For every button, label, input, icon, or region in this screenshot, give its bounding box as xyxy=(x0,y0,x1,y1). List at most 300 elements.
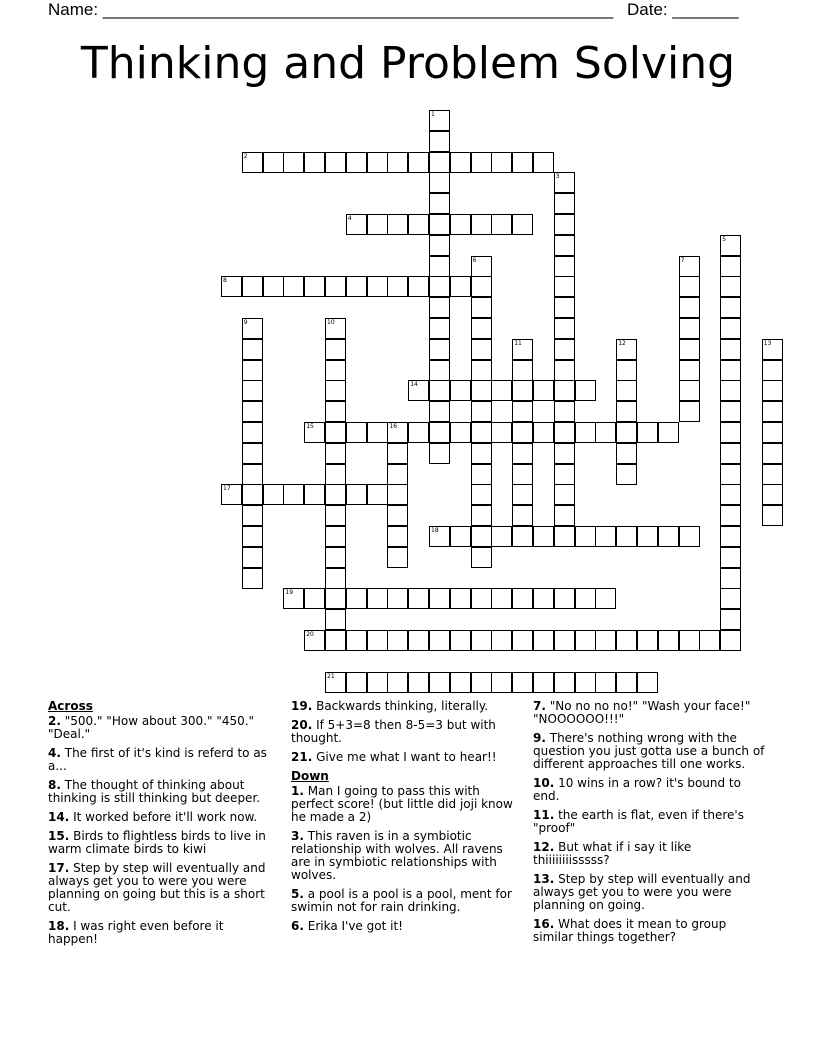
grid-cell[interactable] xyxy=(304,484,325,505)
clue-number: 15. xyxy=(48,829,70,843)
grid-cell[interactable] xyxy=(450,152,471,173)
grid-cell[interactable] xyxy=(720,568,741,589)
grid-cell[interactable] xyxy=(512,401,533,422)
grid-cell[interactable] xyxy=(679,339,700,360)
grid-cell[interactable] xyxy=(595,526,616,547)
grid-cell[interactable] xyxy=(762,401,783,422)
grid-cell[interactable] xyxy=(387,547,408,568)
grid-cell[interactable] xyxy=(429,401,450,422)
grid-cell[interactable] xyxy=(720,526,741,547)
grid-cell[interactable] xyxy=(720,547,741,568)
grid-cell[interactable] xyxy=(533,630,554,651)
clue-number: 13. xyxy=(533,872,555,886)
grid-cell[interactable] xyxy=(554,588,575,609)
clue xyxy=(533,700,768,726)
grid-cell[interactable] xyxy=(554,276,575,297)
grid-cell[interactable] xyxy=(679,380,700,401)
grid-cell[interactable] xyxy=(471,672,492,693)
grid-cell[interactable] xyxy=(491,152,512,173)
grid-cell[interactable] xyxy=(242,339,263,360)
grid-cell[interactable] xyxy=(367,630,388,651)
grid-cell[interactable] xyxy=(471,401,492,422)
grid-cell[interactable] xyxy=(554,380,575,401)
grid-cell[interactable] xyxy=(367,422,388,443)
grid-cell[interactable] xyxy=(679,276,700,297)
grid-cell[interactable] xyxy=(616,526,637,547)
clue-number: 17. xyxy=(48,861,70,875)
grid-cell[interactable] xyxy=(367,672,388,693)
grid-cell[interactable] xyxy=(595,588,616,609)
grid-cell[interactable] xyxy=(471,297,492,318)
grid-cell[interactable] xyxy=(512,422,533,443)
clue xyxy=(533,873,768,912)
grid-cell[interactable] xyxy=(554,256,575,277)
grid-cell[interactable] xyxy=(367,214,388,235)
grid-cell[interactable] xyxy=(616,672,637,693)
cell-number: 2 xyxy=(243,152,248,160)
grid-cell[interactable] xyxy=(533,672,554,693)
clues-column-3 xyxy=(533,700,768,950)
grid-cell[interactable] xyxy=(242,443,263,464)
grid-cell[interactable] xyxy=(283,152,304,173)
grid-cell[interactable] xyxy=(554,422,575,443)
grid-cell[interactable] xyxy=(325,464,346,485)
cell-number: 3 xyxy=(555,173,560,181)
clue-text: the earth is flat, even if there's "proof" xyxy=(533,808,744,835)
grid-cell[interactable] xyxy=(679,318,700,339)
cell-number: 5 xyxy=(722,235,727,243)
grid-cell[interactable] xyxy=(533,152,554,173)
grid-cell[interactable] xyxy=(554,443,575,464)
name-field: Name: ______________________________________________________ xyxy=(48,0,614,19)
grid-cell[interactable] xyxy=(471,526,492,547)
grid-cell[interactable] xyxy=(367,588,388,609)
grid-cell[interactable] xyxy=(429,276,450,297)
clue xyxy=(48,811,276,824)
grid-cell[interactable] xyxy=(242,464,263,485)
clue-number: 4. xyxy=(48,746,61,760)
grid-cell[interactable] xyxy=(491,588,512,609)
grid-cell[interactable] xyxy=(554,526,575,547)
grid-cell[interactable] xyxy=(387,630,408,651)
grid-cell[interactable] xyxy=(762,464,783,485)
grid-cell[interactable] xyxy=(325,609,346,630)
grid-cell[interactable] xyxy=(346,630,367,651)
grid-cell[interactable] xyxy=(679,360,700,381)
across-heading: Across xyxy=(48,699,93,713)
clue xyxy=(533,732,768,771)
clue-number: 20. xyxy=(291,718,313,732)
cell-number: 6 xyxy=(472,256,477,264)
grid-cell[interactable] xyxy=(762,505,783,526)
grid-cell[interactable] xyxy=(283,276,304,297)
clue-text: But what if i say it like thiiiiiiiisssss? xyxy=(533,840,692,867)
grid-cell[interactable] xyxy=(242,422,263,443)
grid-cell[interactable] xyxy=(387,672,408,693)
grid-cell[interactable] xyxy=(616,380,637,401)
grid-cell[interactable] xyxy=(595,672,616,693)
clue-number: 10. xyxy=(533,776,555,790)
grid-cell[interactable] xyxy=(242,568,263,589)
grid-cell[interactable] xyxy=(242,360,263,381)
grid-cell[interactable] xyxy=(720,609,741,630)
grid-cell[interactable] xyxy=(346,484,367,505)
cell-number: 13 xyxy=(763,339,772,347)
grid-cell[interactable] xyxy=(575,588,596,609)
cell-number: 19 xyxy=(285,589,294,597)
grid-cell[interactable] xyxy=(325,630,346,651)
clue-number: 12. xyxy=(533,840,555,854)
grid-cell[interactable] xyxy=(325,276,346,297)
clue-text: Give me what I want to hear!! xyxy=(312,750,497,764)
clue-text: Birds to flightless birds to live in warm climate birds to kiwi xyxy=(48,829,266,856)
grid-cell[interactable] xyxy=(471,588,492,609)
clue-number: 1. xyxy=(291,784,304,798)
grid-cell[interactable] xyxy=(512,464,533,485)
grid-cell[interactable] xyxy=(720,484,741,505)
grid-cell[interactable] xyxy=(429,193,450,214)
clue-number: 6. xyxy=(291,919,304,933)
grid-cell[interactable] xyxy=(450,276,471,297)
grid-cell[interactable] xyxy=(450,422,471,443)
grid-cell[interactable] xyxy=(471,630,492,651)
grid-cell[interactable] xyxy=(283,484,304,505)
grid-cell[interactable] xyxy=(325,422,346,443)
grid-cell[interactable] xyxy=(450,588,471,609)
grid-cell[interactable] xyxy=(325,401,346,422)
grid-cell[interactable] xyxy=(325,484,346,505)
grid-cell[interactable] xyxy=(512,380,533,401)
grid-cell[interactable] xyxy=(346,422,367,443)
grid-cell[interactable] xyxy=(242,380,263,401)
grid-cell[interactable] xyxy=(658,526,679,547)
grid-cell[interactable] xyxy=(325,526,346,547)
grid-cell[interactable] xyxy=(491,672,512,693)
grid-cell[interactable] xyxy=(429,380,450,401)
grid-cell[interactable] xyxy=(616,464,637,485)
grid-cell[interactable] xyxy=(263,276,284,297)
grid-cell[interactable] xyxy=(325,505,346,526)
grid-cell[interactable] xyxy=(533,422,554,443)
grid-cell[interactable] xyxy=(512,360,533,381)
grid-cell[interactable] xyxy=(471,152,492,173)
grid-cell[interactable] xyxy=(429,672,450,693)
grid-cell[interactable] xyxy=(720,401,741,422)
grid-cell[interactable] xyxy=(512,152,533,173)
grid-cell[interactable] xyxy=(242,484,263,505)
grid-cell[interactable] xyxy=(471,422,492,443)
grid-cell[interactable] xyxy=(471,339,492,360)
grid-cell[interactable] xyxy=(471,360,492,381)
cell-number: 1 xyxy=(431,111,435,118)
grid-cell[interactable] xyxy=(429,256,450,277)
grid-cell[interactable] xyxy=(450,380,471,401)
grid-cell[interactable] xyxy=(512,214,533,235)
grid-cell[interactable] xyxy=(471,443,492,464)
grid-cell[interactable] xyxy=(450,526,471,547)
grid-cell[interactable] xyxy=(720,505,741,526)
clue-text: Step by step will eventually and always get you to were you were planning on going but this is a short cut. xyxy=(48,861,266,914)
grid-cell[interactable] xyxy=(429,422,450,443)
grid-cell[interactable] xyxy=(554,464,575,485)
clue-number: 19. xyxy=(291,699,313,713)
grid-cell[interactable] xyxy=(408,422,429,443)
grid-cell[interactable] xyxy=(387,443,408,464)
grid-cell[interactable] xyxy=(242,547,263,568)
grid-cell[interactable] xyxy=(471,380,492,401)
grid-cell[interactable] xyxy=(387,484,408,505)
grid-cell[interactable] xyxy=(554,672,575,693)
grid-cell[interactable] xyxy=(408,672,429,693)
clue-number: 18. xyxy=(48,919,70,933)
grid-cell[interactable] xyxy=(720,339,741,360)
grid-cell[interactable] xyxy=(429,360,450,381)
grid-cell[interactable] xyxy=(471,214,492,235)
cell-number: 9 xyxy=(243,319,248,326)
grid-cell[interactable] xyxy=(325,360,346,381)
grid-cell[interactable] xyxy=(491,422,512,443)
grid-cell[interactable] xyxy=(762,484,783,505)
grid-cell[interactable] xyxy=(471,547,492,568)
clue xyxy=(48,747,276,773)
grid-cell[interactable] xyxy=(533,588,554,609)
grid-cell[interactable] xyxy=(325,443,346,464)
clue-number: 21. xyxy=(291,750,313,764)
grid-cell[interactable] xyxy=(325,380,346,401)
grid-cell[interactable] xyxy=(762,443,783,464)
grid-cell[interactable] xyxy=(387,505,408,526)
grid-cell[interactable] xyxy=(720,588,741,609)
grid-cell[interactable] xyxy=(720,318,741,339)
clue xyxy=(291,888,523,914)
clue-text: What does it mean to group similar things together? xyxy=(533,917,727,944)
grid-cell[interactable] xyxy=(679,297,700,318)
grid-cell[interactable] xyxy=(512,588,533,609)
grid-cell[interactable] xyxy=(242,505,263,526)
grid-cell[interactable] xyxy=(554,297,575,318)
grid-cell[interactable] xyxy=(429,339,450,360)
grid-cell[interactable] xyxy=(346,276,367,297)
grid-cell[interactable] xyxy=(554,214,575,235)
grid-cell[interactable] xyxy=(575,380,596,401)
grid-cell[interactable] xyxy=(720,256,741,277)
grid-cell[interactable] xyxy=(325,588,346,609)
grid-cell[interactable] xyxy=(720,276,741,297)
grid-cell[interactable] xyxy=(471,276,492,297)
grid-cell[interactable] xyxy=(387,214,408,235)
clue-text: If 5+3=8 then 8-5=3 but with thought. xyxy=(291,718,496,745)
grid-cell[interactable] xyxy=(325,339,346,360)
grid-cell[interactable] xyxy=(637,630,658,651)
grid-cell[interactable] xyxy=(471,505,492,526)
grid-cell[interactable] xyxy=(637,672,658,693)
grid-cell[interactable] xyxy=(575,422,596,443)
clue-text: Erika I've got it! xyxy=(303,919,403,933)
grid-cell[interactable] xyxy=(679,526,700,547)
grid-cell[interactable] xyxy=(325,568,346,589)
grid-cell[interactable] xyxy=(595,630,616,651)
cell-number: 10 xyxy=(327,319,335,326)
clue-number: 9. xyxy=(533,731,546,745)
grid-cell[interactable] xyxy=(616,630,637,651)
cell-number: 21 xyxy=(327,672,335,680)
grid-cell[interactable] xyxy=(491,526,512,547)
clue-number: 11. xyxy=(533,808,555,822)
grid-cell[interactable] xyxy=(679,630,700,651)
grid-cell[interactable] xyxy=(637,422,658,443)
grid-cell[interactable] xyxy=(554,484,575,505)
down-heading: Down xyxy=(291,769,329,783)
cell-number: 17 xyxy=(223,485,231,493)
grid-cell[interactable] xyxy=(408,630,429,651)
grid-cell[interactable] xyxy=(325,152,346,173)
grid-cell[interactable] xyxy=(408,214,429,235)
grid-cell[interactable] xyxy=(408,152,429,173)
grid-cell[interactable] xyxy=(367,276,388,297)
grid-cell[interactable] xyxy=(429,588,450,609)
grid-cell[interactable] xyxy=(450,630,471,651)
cell-number: 4 xyxy=(347,215,352,222)
clue-text: Step by step will eventually and always get you to were you were planning on going. xyxy=(533,872,751,912)
grid-cell[interactable] xyxy=(554,505,575,526)
cell-number: 16 xyxy=(389,423,398,430)
grid-cell[interactable] xyxy=(304,276,325,297)
grid-cell[interactable] xyxy=(263,484,284,505)
clue xyxy=(291,830,523,882)
grid-cell[interactable] xyxy=(512,443,533,464)
grid-cell[interactable] xyxy=(429,630,450,651)
grid-cell[interactable] xyxy=(429,318,450,339)
grid-cell[interactable] xyxy=(429,297,450,318)
grid-cell[interactable] xyxy=(512,526,533,547)
clue-text: 10 wins in a row? it's bound to end. xyxy=(533,776,741,803)
grid-cell[interactable] xyxy=(242,401,263,422)
clue-text: "No no no no!" "Wash your face!" "NOOOOOO!!!" xyxy=(533,699,751,726)
grid-cell[interactable] xyxy=(575,672,596,693)
grid-cell[interactable] xyxy=(304,588,325,609)
grid-cell[interactable] xyxy=(263,152,284,173)
grid-cell[interactable] xyxy=(346,588,367,609)
grid-cell[interactable] xyxy=(429,152,450,173)
grid-cell[interactable] xyxy=(720,464,741,485)
grid-cell[interactable] xyxy=(325,547,346,568)
grid-cell[interactable] xyxy=(554,630,575,651)
grid-cell[interactable] xyxy=(658,630,679,651)
grid-cell[interactable] xyxy=(533,526,554,547)
grid-cell[interactable] xyxy=(471,484,492,505)
clue-text: "500." "How about 300." "450." "Deal." xyxy=(48,714,255,741)
grid-cell[interactable] xyxy=(575,526,596,547)
grid-cell[interactable] xyxy=(720,380,741,401)
grid-cell[interactable] xyxy=(450,672,471,693)
grid-cell[interactable] xyxy=(450,214,471,235)
grid-cell[interactable] xyxy=(387,464,408,485)
grid-cell[interactable] xyxy=(554,401,575,422)
grid-cell[interactable] xyxy=(616,422,637,443)
grid-cell[interactable] xyxy=(512,630,533,651)
grid-cell[interactable] xyxy=(491,214,512,235)
grid-cell[interactable] xyxy=(491,380,512,401)
grid-cell[interactable] xyxy=(429,131,450,152)
cell-number: 12 xyxy=(618,339,626,347)
grid-cell[interactable] xyxy=(512,505,533,526)
clue xyxy=(291,700,523,713)
grid-cell[interactable] xyxy=(762,380,783,401)
clue-text: The first of it's kind is referd to as a... xyxy=(48,746,267,773)
grid-cell[interactable] xyxy=(346,152,367,173)
grid-cell[interactable] xyxy=(533,380,554,401)
grid-cell[interactable] xyxy=(408,588,429,609)
grid-cell[interactable] xyxy=(387,152,408,173)
clues-column-1 xyxy=(48,700,276,952)
clue-number: 14. xyxy=(48,810,70,824)
grid-cell[interactable] xyxy=(720,422,741,443)
grid-cell[interactable] xyxy=(429,214,450,235)
grid-cell[interactable] xyxy=(512,484,533,505)
clue-text: It worked before it'll work now. xyxy=(69,810,258,824)
grid-cell[interactable] xyxy=(242,526,263,547)
clue-text: Backwards thinking, literally. xyxy=(312,699,489,713)
grid-cell[interactable] xyxy=(408,276,429,297)
grid-cell[interactable] xyxy=(616,443,637,464)
grid-cell[interactable] xyxy=(616,401,637,422)
grid-cell[interactable] xyxy=(554,318,575,339)
grid-cell[interactable] xyxy=(720,443,741,464)
clue xyxy=(48,862,276,914)
grid-cell[interactable] xyxy=(699,630,720,651)
clue-text: a pool is a pool is a pool, ment for swimin not for rain drinking. xyxy=(291,887,512,914)
grid-cell[interactable] xyxy=(554,339,575,360)
grid-cell[interactable] xyxy=(720,360,741,381)
grid-cell[interactable] xyxy=(387,276,408,297)
clue xyxy=(291,785,523,824)
grid-cell[interactable] xyxy=(387,526,408,547)
grid-cell[interactable] xyxy=(471,464,492,485)
grid-cell[interactable] xyxy=(367,152,388,173)
grid-cell[interactable] xyxy=(242,276,263,297)
clue xyxy=(48,779,276,805)
grid-cell[interactable] xyxy=(346,672,367,693)
grid-cell[interactable] xyxy=(762,422,783,443)
grid-cell[interactable] xyxy=(429,172,450,193)
clue-number: 8. xyxy=(48,778,61,792)
grid-cell[interactable] xyxy=(304,152,325,173)
grid-cell[interactable] xyxy=(762,360,783,381)
grid-cell[interactable] xyxy=(720,297,741,318)
grid-cell[interactable] xyxy=(554,235,575,256)
cell-number: 7 xyxy=(680,256,685,264)
cell-number: 14 xyxy=(410,381,418,389)
grid-cell[interactable] xyxy=(471,318,492,339)
grid-cell[interactable] xyxy=(387,588,408,609)
grid-cell[interactable] xyxy=(554,193,575,214)
grid-cell[interactable] xyxy=(595,422,616,443)
grid-cell[interactable] xyxy=(491,630,512,651)
grid-cell[interactable] xyxy=(429,443,450,464)
grid-cell[interactable] xyxy=(658,422,679,443)
grid-cell[interactable] xyxy=(720,630,741,651)
page-title: Thinking and Problem Solving xyxy=(80,38,736,89)
grid-cell[interactable] xyxy=(554,360,575,381)
grid-cell[interactable] xyxy=(637,526,658,547)
grid-cell[interactable] xyxy=(575,630,596,651)
grid-cell[interactable] xyxy=(616,360,637,381)
clue-number: 2. xyxy=(48,714,61,728)
grid-cell[interactable] xyxy=(367,484,388,505)
grid-cell[interactable] xyxy=(679,401,700,422)
grid-cell[interactable] xyxy=(429,235,450,256)
grid-cell[interactable] xyxy=(512,672,533,693)
